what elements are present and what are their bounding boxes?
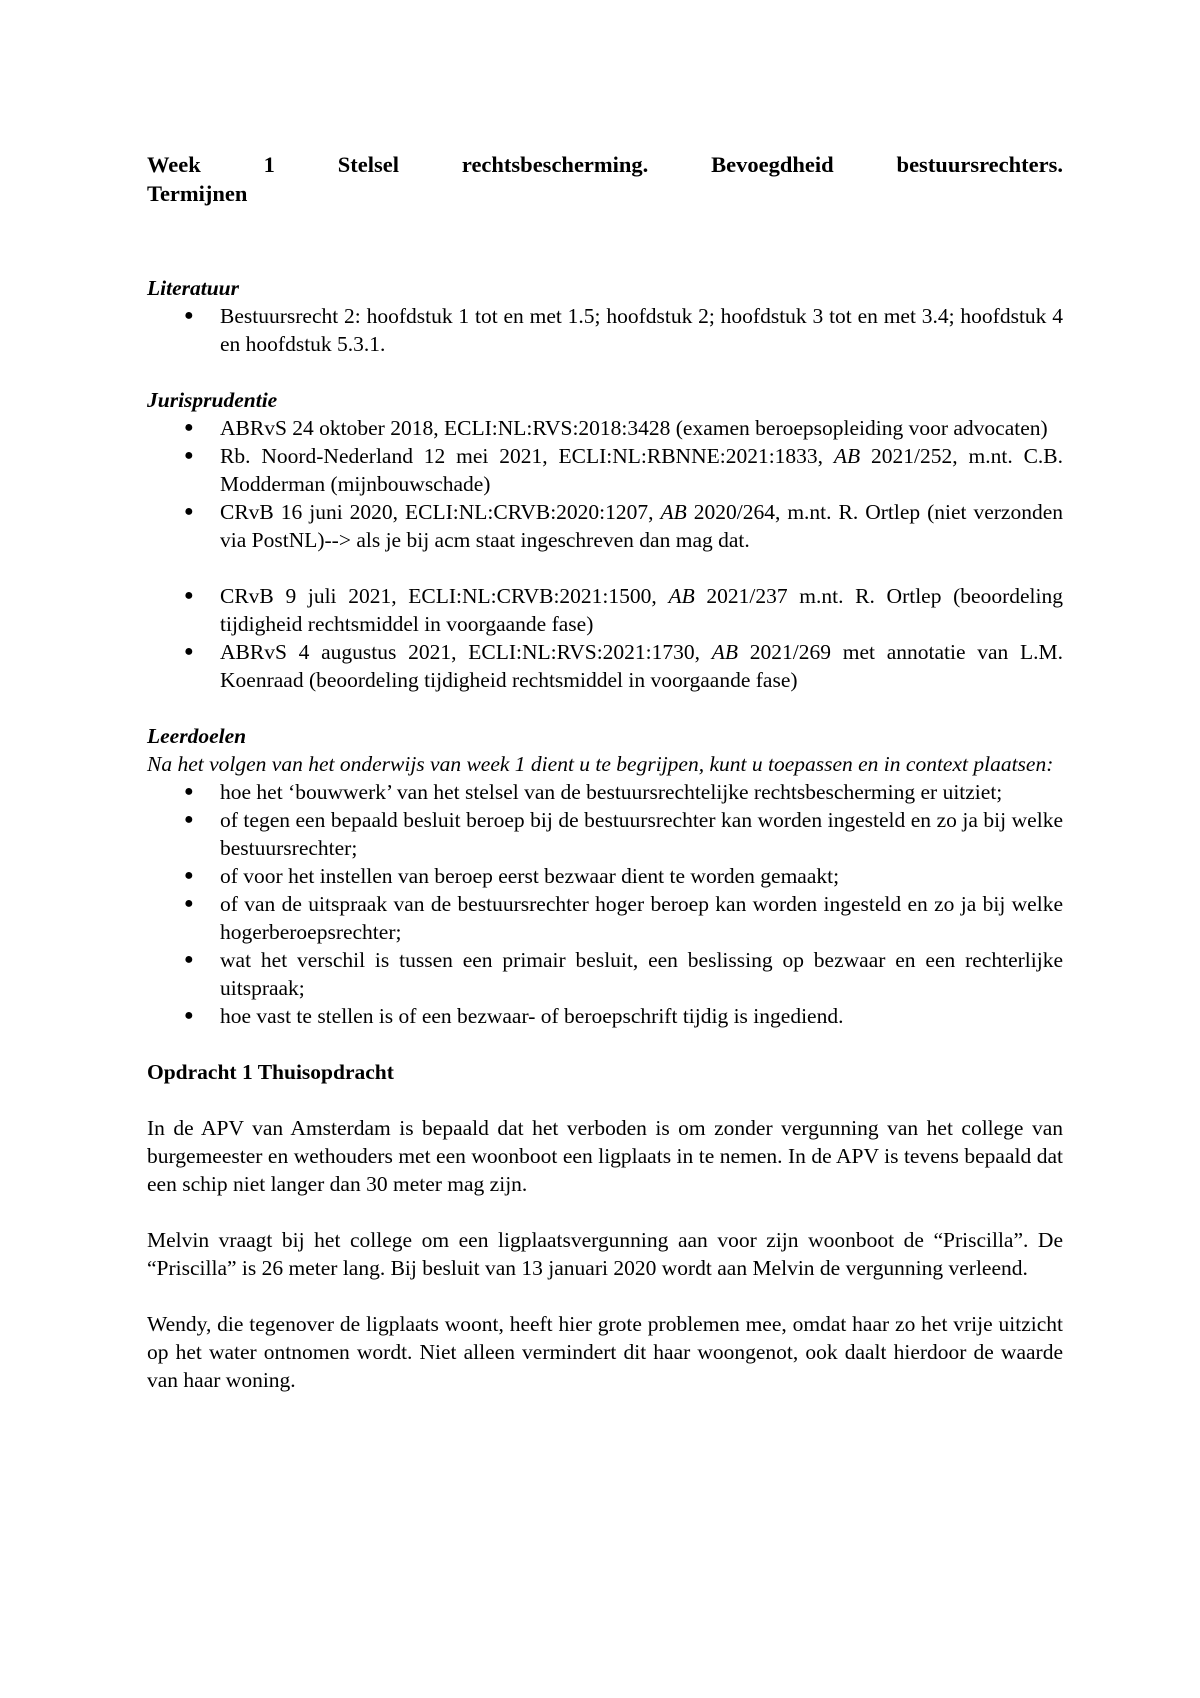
list-item	[147, 806, 1063, 862]
bullet-icon: ●	[184, 811, 194, 828]
list-item-text: of van de uitspraak van de bestuursrechter hoger beroep kan worden ingesteld en zo ja bij welke hogerberoepsrechter;	[220, 892, 1063, 944]
bullet-icon: ●	[184, 419, 194, 436]
bullet-icon: ●	[184, 307, 194, 324]
section-opdracht	[147, 1058, 1063, 1394]
list-item	[147, 582, 1063, 638]
document-body	[147, 150, 1063, 1394]
case-citation: Rb. Noord-Nederland 12 mei 2021, ECLI:NL:RBNNE:2021:1833,	[220, 444, 834, 468]
bullet-icon: ●	[184, 503, 194, 520]
case-annotation: 2020/264, m.nt. R. Ortlep (niet verzonden via PostNL)--> als je bij acm staat ingeschreven dan mag dat.	[220, 500, 1064, 552]
jurisprudentie-list-continued	[147, 582, 1063, 694]
case-annotation: 2021/237 m.nt. R. Ortlep (beoordeling tijdigheid rechtsmiddel in voorgaande fase)	[220, 584, 1063, 636]
bullet-icon: ●	[184, 895, 194, 912]
section-heading-jurisprudentie: Jurisprudentie	[147, 388, 278, 412]
bullet-icon: ●	[184, 783, 194, 800]
paragraph: Wendy, die tegenover de ligplaats woont, heeft hier grote problemen mee, omdat haar zo het vrije uitzicht op het water ontnomen wordt. Niet alleen vermindert dit haar woongenot, ook daalt hierdoor de waarde van haar woning.	[147, 1312, 1063, 1392]
list-item-text: hoe vast te stellen is of een bezwaar- of beroepschrift tijdig is ingediend.	[220, 1004, 844, 1028]
list-item-text: of voor het instellen van beroep eerst bezwaar dient te worden gemaakt;	[220, 864, 840, 888]
list-item	[147, 414, 1063, 442]
paragraph: Melvin vraagt bij het college om een ligplaatsvergunning aan voor zijn woonboot de “Priscilla”. De “Priscilla” is 26 meter lang. Bij besluit van 13 januari 2020 wordt aan Melvin de vergunning verleend.	[147, 1228, 1063, 1280]
list-item	[147, 1002, 1063, 1030]
journal-abbrev: AB	[668, 584, 695, 608]
bullet-icon: ●	[184, 587, 194, 604]
list-item	[147, 890, 1063, 946]
leerdoelen-list	[147, 778, 1063, 1030]
section-heading-opdracht: Opdracht 1 Thuisopdracht	[147, 1060, 394, 1084]
list-item	[147, 302, 1063, 358]
list-item-text: of tegen een bepaald besluit beroep bij de bestuursrechter kan worden ingesteld en zo ja bij welke bestuursrechter;	[220, 808, 1063, 860]
section-leerdoelen	[147, 722, 1063, 1030]
list-item-text: wat het verschil is tussen een primair besluit, een beslissing op bezwaar en een rechterlijke uitspraak;	[220, 948, 1063, 1000]
journal-abbrev: AB	[660, 500, 687, 524]
case-annotation: 2021/252, m.nt. C.B. Modderman (mijnbouwschade)	[220, 444, 1063, 496]
page-title-line-2: Termijnen	[147, 181, 248, 206]
list-item-text: Bestuursrecht 2: hoofdstuk 1 tot en met 1.5; hoofdstuk 2; hoofdstuk 3 tot en met 3.4; hoofdstuk 4 en hoofdstuk 5.3.1.	[220, 304, 1063, 356]
list-item	[147, 778, 1063, 806]
section-heading-literatuur: Literatuur	[147, 276, 239, 300]
case-annotation: 2021/269 met annotatie van L.M. Koenraad (beoordeling tijdigheid rechtsmiddel in voorgaande fase)	[220, 640, 1063, 692]
list-item-text: hoe het ‘bouwwerk’ van het stelsel van de bestuursrechtelijke rechtsbescherming er uitziet;	[220, 780, 1003, 804]
section-literatuur	[147, 274, 1063, 358]
case-citation: CRvB 16 juni 2020, ECLI:NL:CRVB:2020:1207,	[220, 500, 661, 524]
case-citation: ABRvS 4 augustus 2021, ECLI:NL:RVS:2021:1730,	[220, 640, 712, 664]
bullet-icon: ●	[184, 1007, 194, 1024]
bullet-icon: ●	[184, 643, 194, 660]
section-jurisprudentie	[147, 386, 1063, 694]
journal-abbrev: AB	[711, 640, 739, 664]
page-title-line-1: Week 1 Stelsel rechtsbescherming. Bevoegdheid bestuursrechters.	[147, 152, 1063, 177]
list-item	[147, 442, 1063, 498]
list-item	[147, 946, 1063, 1002]
journal-abbrev: AB	[833, 444, 861, 468]
case-citation: ABRvS 24 oktober 2018, ECLI:NL:RVS:2018:3428 (examen beroepsopleiding voor advocaten)	[220, 416, 1048, 440]
list-item	[147, 638, 1063, 694]
page-title	[147, 150, 1063, 208]
bullet-icon: ●	[184, 447, 194, 464]
section-heading-leerdoelen: Leerdoelen	[147, 724, 247, 748]
jurisprudentie-list	[147, 414, 1063, 554]
bullet-icon: ●	[184, 867, 194, 884]
case-citation: CRvB 9 juli 2021, ECLI:NL:CRVB:2021:1500,	[220, 584, 669, 608]
list-item	[147, 862, 1063, 890]
paragraph: In de APV van Amsterdam is bepaald dat het verboden is om zonder vergunning van het college van burgemeester en wethouders met een woonboot een ligplaats in te nemen. In de APV is tevens bepaald dat een schip niet langer dan 30 meter mag zijn.	[147, 1116, 1063, 1196]
bullet-icon: ●	[184, 951, 194, 968]
literatuur-list	[147, 302, 1063, 358]
list-item	[147, 498, 1063, 554]
leerdoelen-intro: Na het volgen van het onderwijs van week 1 dient u te begrijpen, kunt u toepassen en in context plaatsen:	[147, 752, 1054, 776]
